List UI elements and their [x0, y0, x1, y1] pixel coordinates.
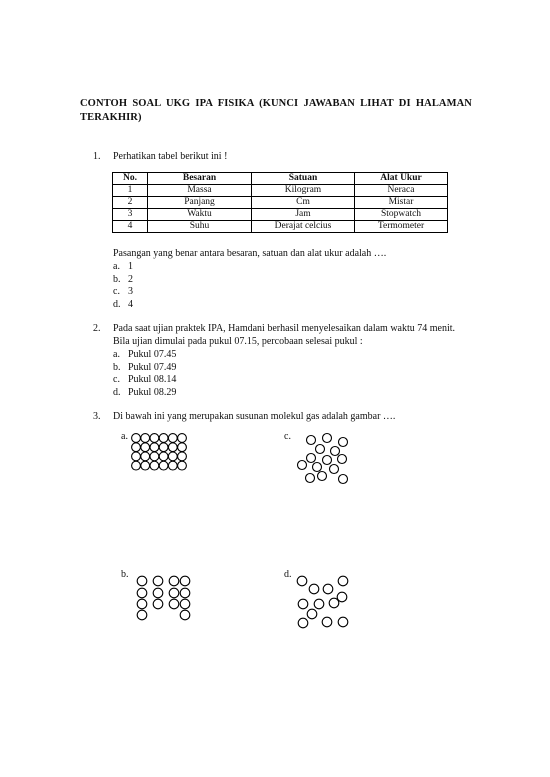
option-item: [113, 261, 133, 274]
question-prompt: Pasangan yang benar antara besaran, satuan dan alat ukur adalah ….: [113, 248, 387, 259]
molecule-circle: [307, 609, 317, 619]
molecule-circle: [137, 588, 147, 598]
question-number: 3.: [93, 411, 101, 422]
molecule-circle: [307, 454, 316, 463]
molecule-circle: [141, 443, 150, 452]
molecule-circle: [178, 443, 187, 452]
option-text: Pukul 08.14: [128, 374, 177, 385]
table-header: Satuan: [252, 173, 355, 185]
molecule-circle: [298, 599, 308, 609]
document-title: CONTOH SOAL UKG IPA FISIKA (KUNCI JAWABAN LIHAT DI HALAMAN TERAKHIR): [80, 98, 472, 123]
table-cell: Kilogram: [252, 185, 355, 197]
molecule-diagram-b: [132, 572, 192, 624]
molecule-diagram-a: [130, 431, 190, 473]
option-letter: b.: [113, 273, 121, 285]
table-cell: 4: [113, 221, 148, 233]
table-row: [113, 209, 448, 221]
molecule-circle: [141, 452, 150, 461]
molecule-circle: [153, 599, 163, 609]
option-letter: a.: [113, 349, 120, 360]
table-cell: Neraca: [355, 185, 448, 197]
molecule-circle: [169, 576, 179, 586]
question-text: Perhatikan tabel berikut ini !: [113, 151, 228, 162]
molecule-circle: [141, 434, 150, 443]
option-text: Pukul 08.29: [128, 386, 177, 398]
molecule-circle: [314, 599, 324, 609]
table-cell: 3: [113, 209, 148, 221]
option-letter: c.: [113, 286, 120, 297]
molecule-circle: [329, 598, 339, 608]
option-text: 4: [128, 298, 133, 310]
option-item: [113, 299, 133, 312]
options-list: [113, 349, 176, 399]
molecule-circle: [150, 434, 159, 443]
table-cell: 1: [113, 185, 148, 197]
molecule-circle: [178, 452, 187, 461]
molecule-circle: [168, 461, 177, 470]
molecule-circle: [178, 434, 187, 443]
molecule-circle: [137, 599, 147, 609]
molecule-circle: [313, 463, 322, 472]
molecule-circle: [338, 576, 348, 586]
molecule-circle: [339, 475, 348, 484]
table-cell: Panjang: [148, 197, 252, 209]
option-item: [113, 286, 133, 299]
molecule-circle: [323, 456, 332, 465]
molecule-circle: [338, 455, 347, 464]
molecule-circle: [322, 617, 332, 627]
table-cell: Cm: [252, 197, 355, 209]
molecule-circle: [339, 438, 348, 447]
option-letter: d.: [113, 298, 121, 310]
molecule-circle: [137, 576, 147, 586]
molecule-circle: [169, 599, 179, 609]
molecule-circle: [132, 443, 141, 452]
table-cell: 2: [113, 197, 148, 209]
molecule-circle: [309, 584, 319, 594]
molecule-diagram-d: [292, 572, 354, 630]
molecule-circle: [318, 472, 327, 481]
molecule-circle: [150, 461, 159, 470]
table-cell: Stopwatch: [355, 209, 448, 221]
molecule-circle: [168, 443, 177, 452]
molecule-circle: [132, 452, 141, 461]
molecule-circle: [169, 588, 179, 598]
option-item: [113, 362, 176, 375]
molecule-circle: [132, 434, 141, 443]
molecule-circle: [132, 461, 141, 470]
molecule-circle: [306, 474, 315, 483]
molecule-circle: [168, 452, 177, 461]
table-cell: Jam: [252, 209, 355, 221]
option-letter: b.: [113, 361, 121, 373]
molecule-circle: [137, 610, 147, 620]
option-item: [113, 274, 133, 287]
option-text: 3: [128, 286, 133, 297]
molecule-circle: [141, 461, 150, 470]
molecule-circle: [180, 576, 190, 586]
molecule-circle: [153, 576, 163, 586]
molecule-circle: [150, 452, 159, 461]
option-letter: c.: [113, 374, 120, 385]
table-header-row: [113, 173, 448, 185]
molecule-circle: [159, 443, 168, 452]
table-row: [113, 185, 448, 197]
molecule-circle: [330, 465, 339, 474]
option-text: Pukul 07.45: [128, 349, 177, 360]
figure-label-b: b.: [121, 569, 129, 580]
table-header: Alat Ukur: [355, 173, 448, 185]
question-number: 1.: [93, 151, 101, 162]
question-number: 2.: [93, 323, 101, 334]
molecule-circle: [180, 588, 190, 598]
option-text: Pukul 07.49: [128, 361, 177, 373]
molecule-circle: [331, 447, 340, 456]
molecule-circle: [338, 617, 348, 627]
molecule-circle: [323, 584, 333, 594]
units-table: [112, 172, 448, 233]
molecule-circle: [297, 576, 307, 586]
molecule-circle: [168, 434, 177, 443]
figure-label-a: a.: [121, 431, 128, 442]
molecule-circle: [316, 445, 325, 454]
molecule-circle: [153, 588, 163, 598]
option-item: [113, 349, 176, 362]
table-cell: Massa: [148, 185, 252, 197]
molecule-circle: [180, 599, 190, 609]
table-header: Besaran: [148, 173, 252, 185]
options-list: [113, 261, 133, 311]
question-text: Di bawah ini yang merupakan susunan molekul gas adalah gambar ….: [113, 411, 396, 422]
table-row: [113, 221, 448, 233]
molecule-circle: [307, 436, 316, 445]
table-row: [113, 197, 448, 209]
molecule-circle: [178, 461, 187, 470]
figure-label-d: d.: [284, 569, 292, 580]
molecule-circle: [323, 434, 332, 443]
option-letter: a.: [113, 261, 120, 272]
table-header: No.: [113, 173, 148, 185]
molecule-circle: [159, 461, 168, 470]
molecule-circle: [298, 461, 307, 470]
option-text: 2: [128, 273, 133, 285]
option-item: [113, 374, 176, 387]
molecule-diagram-c: [292, 431, 354, 489]
table-cell: Waktu: [148, 209, 252, 221]
question-text: Pada saat ujian praktek IPA, Hamdani berhasil menyelesaikan dalam waktu 74 menit. Bila ujian dimulai pada pukul 07.15, percobaan selesai pukul :: [113, 323, 456, 347]
table-cell: Derajat celcius: [252, 221, 355, 233]
table-cell: Mistar: [355, 197, 448, 209]
option-item: [113, 387, 176, 400]
molecule-circle: [159, 452, 168, 461]
molecule-circle: [159, 434, 168, 443]
figure-label-c: c.: [284, 431, 291, 442]
table-cell: Suhu: [148, 221, 252, 233]
option-text: 1: [128, 261, 133, 272]
molecule-circle: [298, 618, 308, 628]
molecule-circle: [180, 610, 190, 620]
option-letter: d.: [113, 386, 121, 398]
molecule-circle: [150, 443, 159, 452]
table-cell: Termometer: [355, 221, 448, 233]
